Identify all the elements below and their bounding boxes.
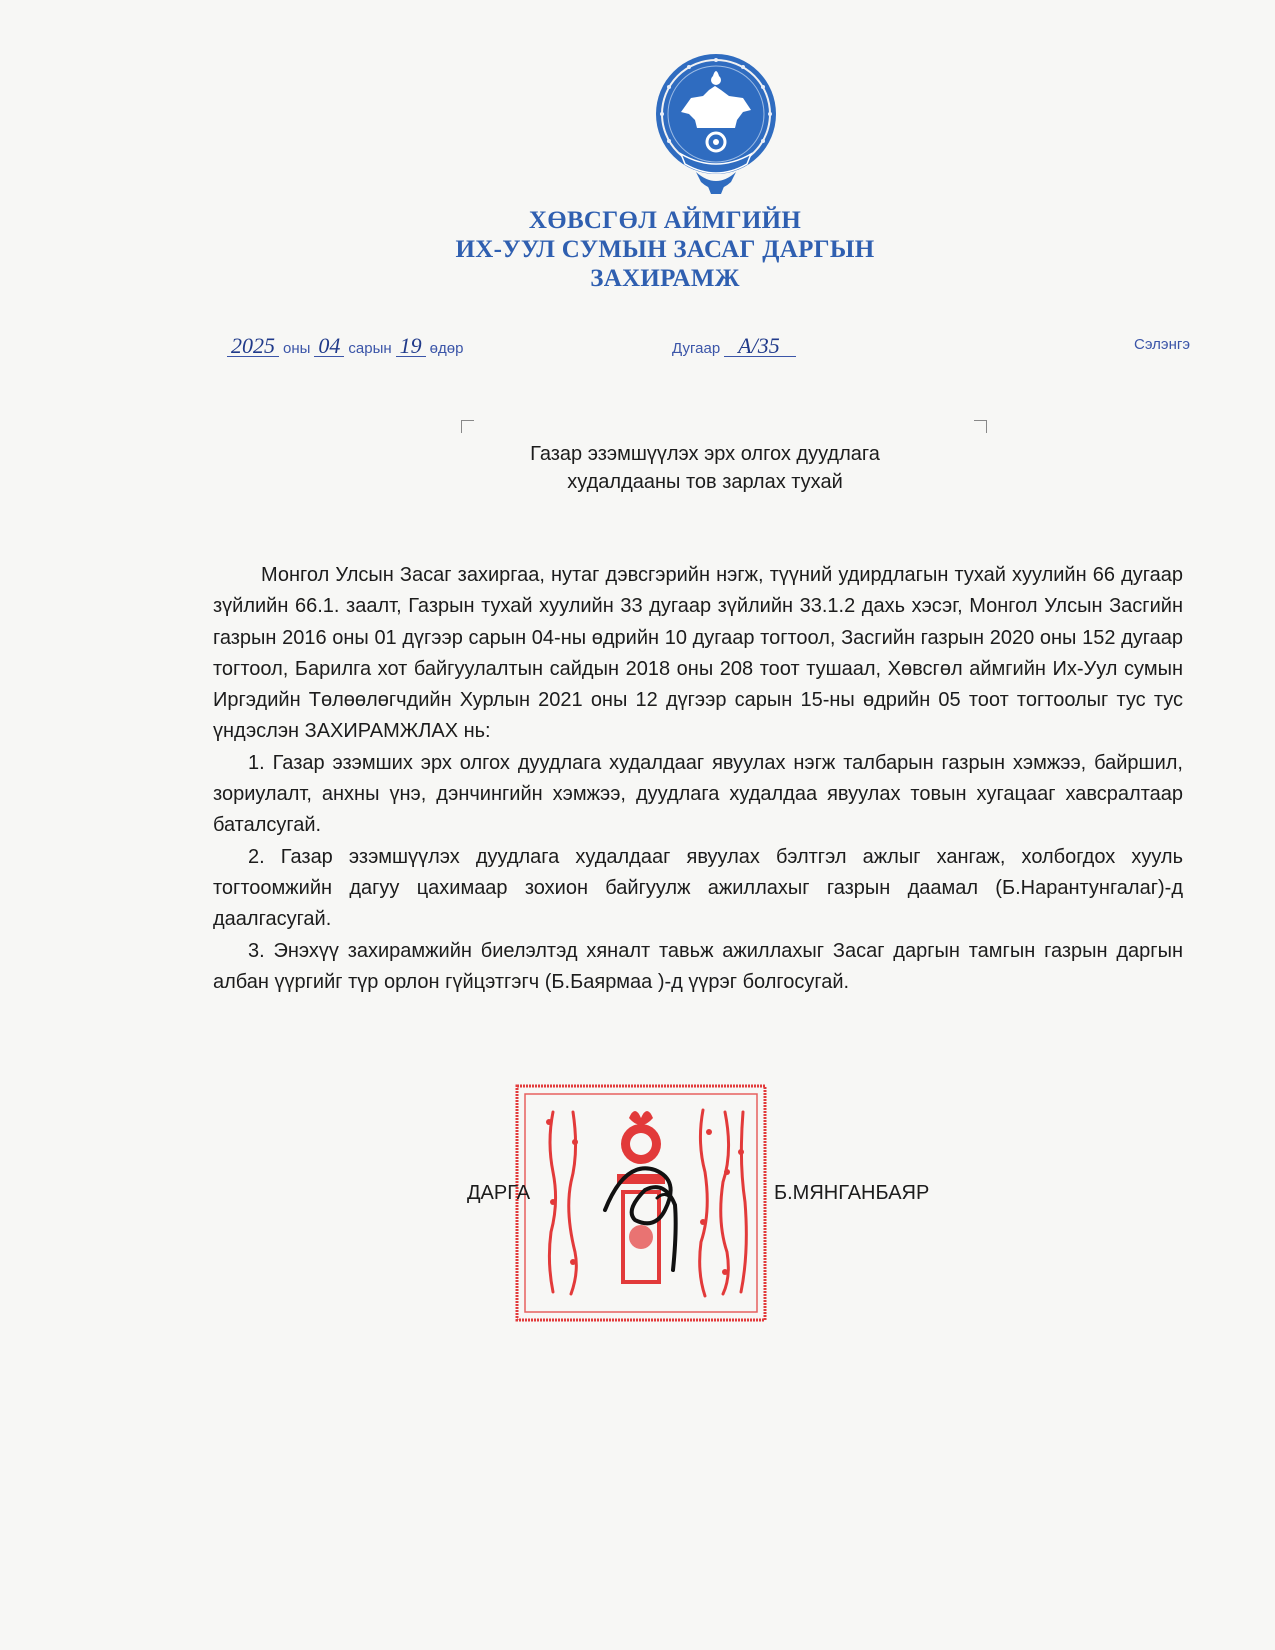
- number-value: А/35: [724, 336, 796, 357]
- title-line-1: Газар эзэмшүүлэх эрх олгох дуудлага: [530, 443, 880, 465]
- document-place: Сэлэнгэ: [1134, 336, 1190, 353]
- number-label: Дугаар: [672, 340, 721, 357]
- document-body: [213, 560, 1183, 998]
- header-aimag: ХӨВСГӨЛ АЙМГИЙН: [528, 207, 802, 234]
- corner-mark-right: [974, 420, 987, 433]
- document-date: [227, 333, 467, 358]
- body-preamble: Монгол Улсын Засаг захиргаа, нутаг дэвсгэрийн нэгж, түүний удирдлагын тухай хуулийн 66 дугаар зүйлийн 66.1. заалт, Газрын тухай хуулийн 33 дугаар зүйлийн 33.1.2 дахь хэсэг, Монгол Улсын Засгийн газрын 2016 оны 01 дүгээр сарын 04-ны өдрийн 10 дугаар тогтоол, Засгийн газрын 2020 оны 152 дугаар тогтоол, Барилга хот байгуулалтын сайдын 2018 оны 208 тоот тушаал, Хөвсгөл аймгийн Их-Уул сумын Иргэдийн Төлөөлөгчдийн Хурлын 2021 оны 12 дүгээр сарын 15-ны өдрийн 05 тоот тогтоолыг тус тус үндэслэн ЗАХИРАМЖЛАХ нь:: [213, 564, 1183, 743]
- date-day: 19: [396, 336, 426, 357]
- header-sum-governor: ИХ-УУЛ СУМЫН ЗАСАГ ДАРГЫН: [455, 236, 875, 263]
- header-doc-type: ЗАХИРАМЖ: [590, 265, 740, 292]
- document-title: [440, 440, 970, 496]
- body-item-1: 1. Газар эзэмших эрх олгох дуудлага худалдааг явуулах нэгж талбарын газрын хэмжээ, байршил, зориулалт, анхны үнэ, дэнчингийн хэмжээ, дуудлага худалдаа явуулах товын хугацааг хавсралтаар баталсугай.: [213, 751, 1183, 837]
- signatory-title: ДАРГА: [467, 1182, 531, 1204]
- date-month-label: сарын: [348, 340, 392, 357]
- signature-icon: [595, 1150, 715, 1280]
- document-number: [668, 333, 796, 358]
- date-year-label: оны: [283, 340, 311, 357]
- signatory-name: Б.МЯНГАНБАЯР: [774, 1182, 930, 1204]
- title-line-2: худалдааны тов зарлах тухай: [567, 471, 843, 493]
- body-item-2: 2. Газар эзэмшүүлэх дуудлага худалдааг явуулах бэлтгэл ажлыг хангаж, холбогдох хууль тогтоомжийн дагуу цахимаар зохион байгуулж ажиллахыг газрын даамал (Б.Нарантунгалаг)-д даалгасугай.: [213, 845, 1183, 931]
- document-header: [430, 206, 900, 293]
- date-month: 04: [314, 336, 344, 357]
- date-day-label: өдөр: [429, 340, 464, 357]
- corner-mark-left: [461, 420, 474, 433]
- date-year: 2025: [227, 336, 279, 357]
- state-emblem-icon: [651, 50, 781, 196]
- body-item-3: 3. Энэхүү захирамжийн биелэлтэд хяналт тавьж ажиллахыг Засаг даргын тамгын газрын даргын албан үүргийг түр орлон гүйцэтгэгч (Б.Баярмаа )-д үүрэг болгосугай.: [213, 939, 1183, 993]
